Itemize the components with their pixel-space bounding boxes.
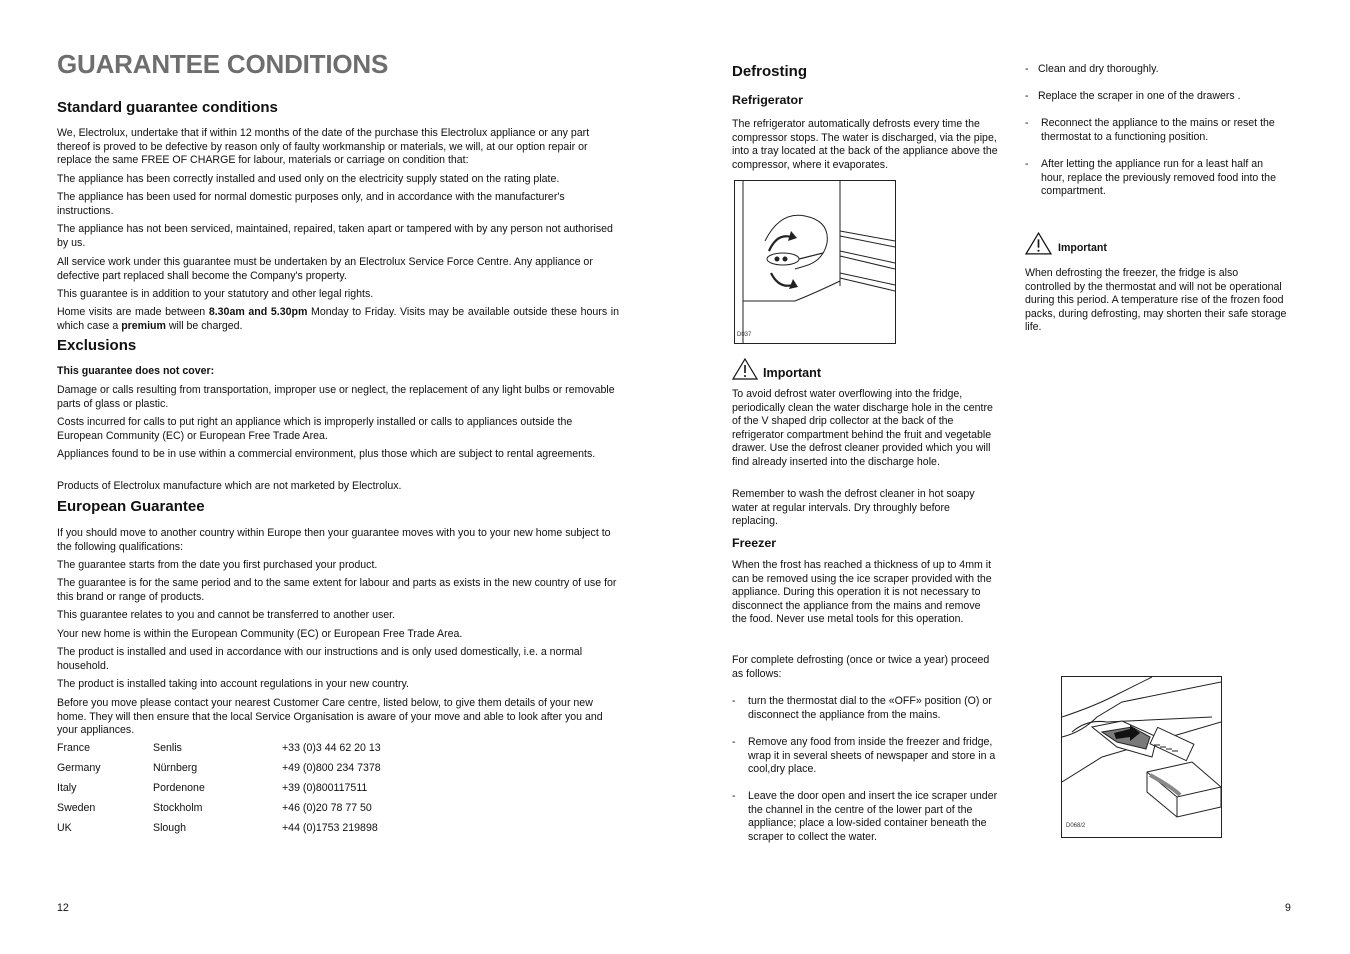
exclusions-paragraph-1: Damage or calls resulting from transportation, improper use or neglect, the replacement of any light bulbs or removable parts of glass or plastic. [57, 384, 615, 410]
phone-cell: +44 (0)1753 219898 [282, 822, 378, 834]
phone-cell: +49 (0)800 234 7378 [282, 762, 381, 774]
table-row [57, 742, 381, 762]
country-cell: Italy [57, 782, 77, 794]
standard-paragraph-6: This guarantee is in addition to your statutory and other legal rights. [57, 288, 374, 300]
standard-guarantee-heading: Standard guarantee conditions [57, 99, 278, 116]
standard-paragraph-1: We, Electrolux, undertake that if within 12 months of the date of the purchase this Electrolux appliance or any part thereof is proved to be defective by reason only of faulty workmanship or materials, we will, at our option repair or replace the same FREE OF CHARGE for labour, materials or carriage on condition that: [57, 127, 590, 166]
exclusions-paragraph-4: Products of Electrolux manufacture which are not marketed by Electrolux. [57, 480, 402, 492]
warning-icon [1025, 232, 1052, 255]
city-cell: Slough [153, 822, 186, 834]
table-row [57, 762, 381, 782]
exclusions-heading: Exclusions [57, 337, 137, 354]
table-row [57, 782, 381, 802]
ice-scraper-illustration [1061, 676, 1222, 838]
phone-cell: +46 (0)20 78 77 50 [282, 802, 372, 814]
freezer-paragraph-2: For complete defrosting (once or twice a year) proceed as follows: [732, 654, 990, 680]
european-paragraph-1: If you should move to another country within Europe then your guarantee moves with you to your new home subject to the following qualifications: [57, 527, 611, 553]
phone-cell: +39 (0)800117511 [282, 782, 368, 794]
important-heading: Important [732, 358, 821, 380]
refrigerator-drain-illustration [734, 180, 896, 344]
city-cell: Pordenone [153, 782, 205, 794]
standard-paragraph-3: The appliance has been used for normal domestic purposes only, and in accordance with the manufacturer's instructions. [57, 191, 565, 217]
important-paragraph-2: Remember to wash the defrost cleaner in hot soapy water at regular intervals. Dry throughly before replacing. [732, 488, 975, 527]
page-number-left: 12 [57, 902, 69, 914]
city-cell: Senlis [153, 742, 182, 754]
city-cell: Nürnberg [153, 762, 198, 774]
important-paragraph-right: When defrosting the freezer, the fridge is also controlled by the thermostat and will not be operational during this period. A temperature rise of the frozen food packs, during defrosting, may shorten their safe storage life. [1025, 267, 1287, 333]
european-guarantee-heading: European Guarantee [57, 498, 205, 515]
standard-paragraph-2: The appliance has been correctly installed and used only on the electricity supply stated on the rating plate. [57, 173, 560, 185]
figure-code-d068: D068/2 [1066, 822, 1086, 829]
european-paragraph-8: Before you move please contact your nearest Customer Care centre, listed below, to give them details of your new home. They will then ensure that the local Service Organisation is aware of your move and able to look after you and your appliances. [57, 697, 603, 736]
customer-care-table [57, 742, 381, 842]
country-cell: UK [57, 822, 72, 834]
standard-paragraph-7: Home visits are made between 8.30am and 5.30pm Monday to Friday. Visits may be available outside these hours in which case a premium will be charged. [57, 306, 619, 332]
european-paragraph-2: The guarantee starts from the date you first purchased your product. [57, 559, 378, 571]
figure-code-d037: D037 [737, 331, 752, 338]
exclusions-paragraph-3: Appliances found to be in use within a commercial environment, plus those which are subject to rental agreements. [57, 448, 596, 460]
page-title: GUARANTEE CONDITIONS [57, 49, 389, 79]
freezer-paragraph-1: When the frost has reached a thickness of up to 4mm it can be removed using the ice scraper provided with the appliance. During this operation it is not necessary to disconnect the appliance from the mains and remove the food. Never use metal tools for this operation. [732, 559, 992, 625]
scraper-diagram [1062, 677, 1221, 837]
european-paragraph-7: The product is installed taking into account regulations in your new country. [57, 678, 409, 690]
refrigerator-heading: Refrigerator [732, 93, 803, 107]
page-number-right: 9 [1285, 902, 1291, 914]
exclusions-paragraph-2: Costs incurred for calls to put right an appliance which is improperly installed or calls to appliances outside the European Community (EC) or European Free Trade Area. [57, 416, 573, 442]
european-paragraph-3: The guarantee is for the same period and to the same extent for labour and parts as exists in the new country of use for this brand or range of products. [57, 577, 617, 603]
refrigerator-paragraph: The refrigerator automatically defrosts every time the compressor stops. The water is discharged, via the pipe, into a tray located at the back of the appliance above the compressor, where it evaporates. [732, 118, 998, 171]
country-cell: Sweden [57, 802, 96, 814]
european-paragraph-6: The product is installed and used in accordance with our instructions and is only used domestically, i.e. a normal household. [57, 646, 583, 672]
important-heading-right: Important [1025, 232, 1107, 255]
standard-paragraph-5: All service work under this guarantee must be undertaken by an Electrolux Service Force Centre. Any appliance or defective part replaced shall become the Company's property. [57, 256, 593, 282]
defrosting-heading: Defrosting [732, 63, 807, 80]
important-paragraph-1: To avoid defrost water overflowing into the fridge, periodically clean the water discharge hole in the centre of the V shaped drip collector at the back of the refrigerator compartment behind the fruit and vegetable drawer. Use the defrost cleaner provided which you will find already inserted into the discharge hole. [732, 388, 993, 468]
freezer-heading: Freezer [732, 536, 777, 550]
country-cell: Germany [57, 762, 101, 774]
table-row [57, 822, 381, 842]
exclusions-subheading: This guarantee does not cover: [57, 365, 215, 377]
warning-icon [732, 358, 758, 380]
european-paragraph-5: Your new home is within the European Community (EC) or European Free Trade Area. [57, 628, 463, 640]
drain-diagram [735, 181, 895, 343]
country-cell: France [57, 742, 90, 754]
standard-paragraph-4: The appliance has not been serviced, maintained, repaired, taken apart or tampered with by any person not authorised by us. [57, 223, 613, 249]
city-cell: Stockholm [153, 802, 203, 814]
table-row [57, 802, 381, 822]
phone-cell: +33 (0)3 44 62 20 13 [282, 742, 381, 754]
european-paragraph-4: This guarantee relates to you and cannot be transferred to another user. [57, 609, 396, 621]
